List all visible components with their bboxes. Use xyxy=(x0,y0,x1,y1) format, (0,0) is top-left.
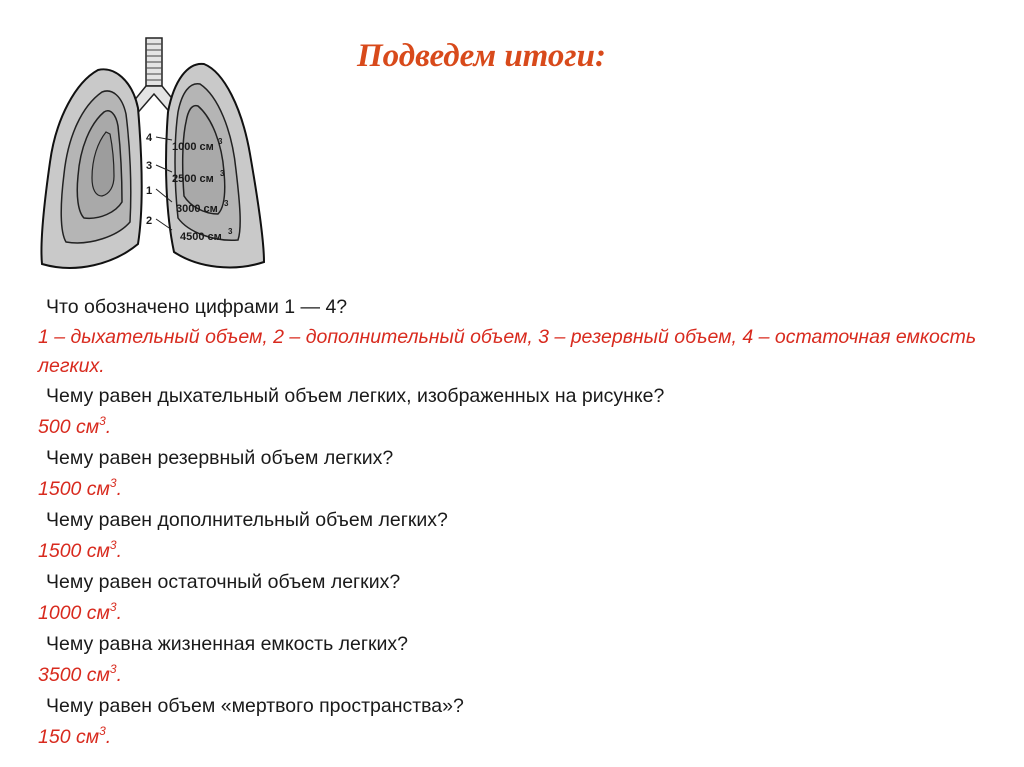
question-5: Чему равен остаточный объем легких? xyxy=(46,571,401,593)
answer-6-value: 3500 см xyxy=(38,664,110,686)
label-2: 2 xyxy=(146,215,153,227)
label-3: 3 xyxy=(146,160,153,172)
answer-2 xyxy=(38,412,998,443)
answer-5-sup: 3 xyxy=(109,599,117,614)
answer-5-end: . xyxy=(116,602,123,624)
answer-7-sup: 3 xyxy=(99,723,106,738)
volume-label-4-sup: 3 xyxy=(218,137,223,146)
answer-4-sup: 3 xyxy=(109,537,117,552)
volume-label-4: 1000 см xyxy=(172,141,214,153)
answer-3-end: . xyxy=(116,478,123,500)
answer-3 xyxy=(38,474,998,505)
answer-5 xyxy=(38,598,998,629)
answer-6-end: . xyxy=(116,664,123,686)
answer-3-sup: 3 xyxy=(109,475,117,490)
lungs-diagram xyxy=(38,36,270,276)
volume-label-2-sup: 3 xyxy=(228,227,233,236)
answer-6-sup: 3 xyxy=(109,661,117,676)
volume-label-2: 4500 см xyxy=(180,231,222,243)
answer-4-value: 1500 см xyxy=(38,540,110,562)
answer-5-value: 1000 см xyxy=(38,602,110,624)
volume-label-3-sup: 3 xyxy=(220,169,225,178)
answer-2-end: . xyxy=(105,416,112,438)
answer-7 xyxy=(38,722,998,753)
volume-label-3: 2500 см xyxy=(172,173,214,185)
question-1: Что обозначено цифрами 1 — 4? xyxy=(46,296,348,318)
question-3: Чему равен резервный объем легких? xyxy=(46,447,394,469)
question-2: Чему равен дыхательный объем легких, изображенных на рисунке? xyxy=(46,385,665,407)
volume-label-1-sup: 3 xyxy=(224,199,229,208)
qa-list xyxy=(38,292,998,753)
label-1: 1 xyxy=(146,185,153,197)
label-4: 4 xyxy=(146,132,153,144)
answer-1: 1 – дыхательный объем, 2 – дополнительный объем, 3 – резервный объем, 4 – остаточная емкость легких. xyxy=(38,326,977,377)
answer-6 xyxy=(38,660,998,691)
question-7: Чему равен объем «мертвого пространства»? xyxy=(46,695,464,717)
answer-7-end: . xyxy=(105,726,112,748)
question-6: Чему равна жизненная емкость легких? xyxy=(46,633,409,655)
answer-7-value: 150 см xyxy=(38,726,100,748)
answer-2-value: 500 см xyxy=(38,416,100,438)
slide-title: Подведем итоги: xyxy=(357,38,606,74)
answer-3-value: 1500 см xyxy=(38,478,110,500)
answer-4 xyxy=(38,536,998,567)
answer-2-sup: 3 xyxy=(99,413,106,428)
left-lung xyxy=(41,69,141,268)
question-4: Чему равен дополнительный объем легких? xyxy=(46,509,448,531)
volume-label-1: 3000 см xyxy=(176,203,218,215)
answer-4-end: . xyxy=(116,540,123,562)
